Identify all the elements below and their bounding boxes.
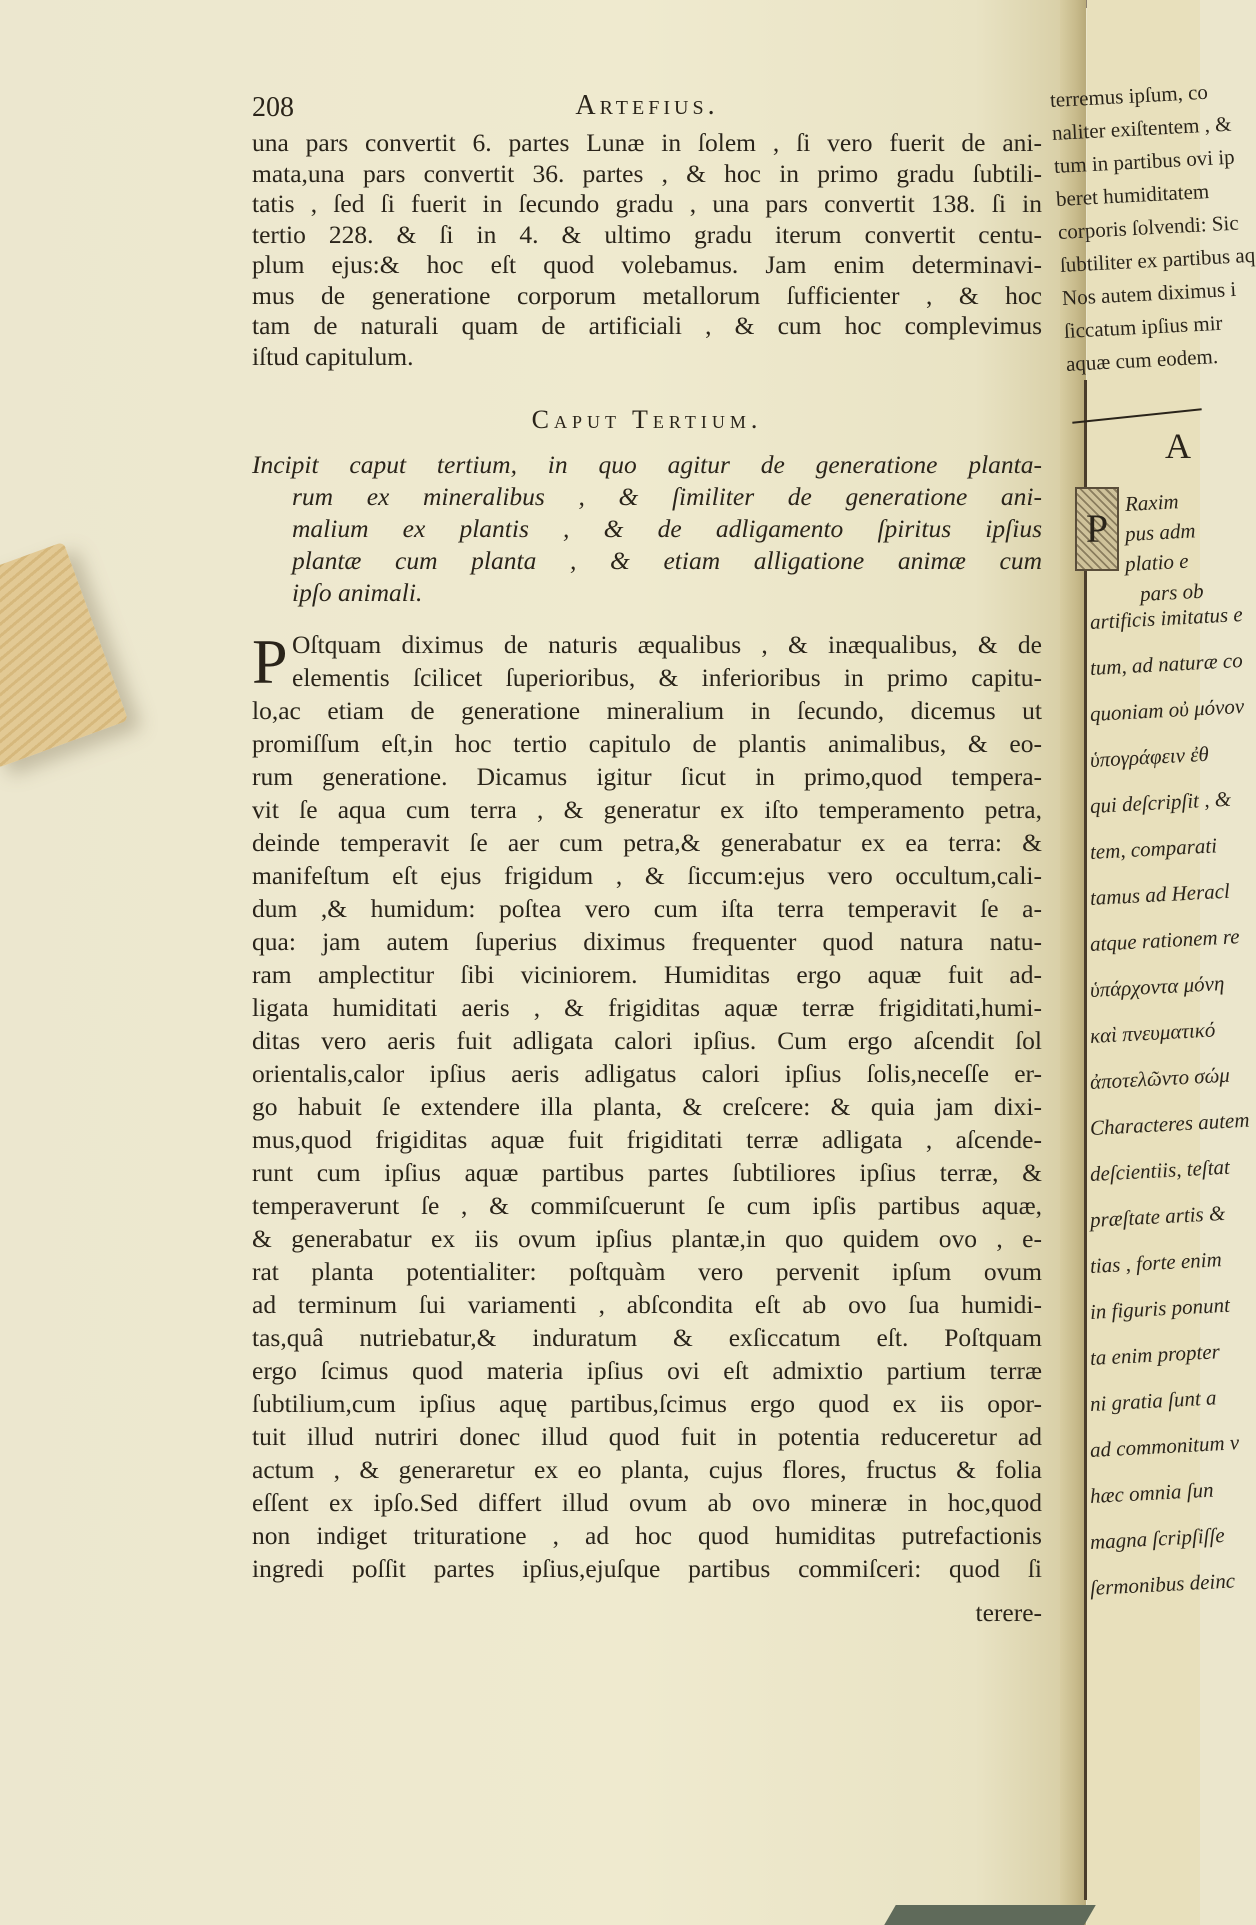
text-line: una pars convertit 6. partes Lunæ in ſolem , ſi vero fuerit de ani-	[252, 128, 1042, 157]
facing-line: tias , forte enim	[1089, 1247, 1223, 1278]
text-line: ſubtilium,cum ipſius aquę partibus,ſcimus ergo quod ex iis opor-	[252, 1389, 1042, 1418]
text-line: deinde temperavit ſe aer cum petra,& generabatur ex ea terra: &	[252, 828, 1042, 857]
facing-line: Raxim	[1124, 489, 1180, 516]
facing-line: qui deſcripſit , &	[1089, 786, 1232, 818]
summary-line: rum ex mineralibus , & ſimiliter de generatione ani-	[292, 482, 1042, 511]
facing-line: tem, comparati	[1089, 833, 1218, 864]
text-line: runt cum ipſius aquæ partibus partes ſubtiliores ipſius terræ, &	[252, 1158, 1042, 1187]
facing-line: ὑπογράφειν ἐθ	[1089, 741, 1210, 772]
text-line: tuit illud nutriri donec illud quod fuit in potentia reduceretur ad	[252, 1422, 1042, 1451]
text-line: manifeſtum eſt ejus frigidum , & ſiccum:ejus vero occultum,cali-	[252, 861, 1042, 890]
facing-line: ὑπάρχοντα μόνη	[1089, 970, 1225, 1002]
text-line: mus de generatione corporum metallorum ſufficienter , & hoc	[252, 280, 1042, 310]
summary-line: ipſo animali.	[292, 578, 423, 607]
text-line: ram amplectitur ſibi viciniorem. Humiditas ergo aquæ fuit ad-	[252, 960, 1042, 989]
text-line: temperaverunt ſe , & commiſcuerunt ſe cum ipſis partibus aquæ,	[252, 1191, 1042, 1220]
facing-line: platio e	[1124, 548, 1190, 576]
facing-line: ſubtiliter ex partibus aq	[1059, 242, 1256, 277]
facing-line: Nos autem diximus i	[1061, 276, 1237, 310]
page-number: 208	[252, 92, 294, 123]
text-line: orientalis,calor ipſius aeris adligatus calori ipſius ſolis,neceſſe er-	[252, 1059, 1042, 1088]
text-line: tas,quâ nutriebatur,& induratum & exſiccatum eſt. Poſtquam	[252, 1323, 1042, 1352]
text-line: mata,una pars convertit 36. partes , & hoc in primo gradu ſubtili-	[252, 158, 1042, 188]
facing-line: beret humiditatem	[1055, 178, 1210, 211]
facing-drop-cap: P	[1075, 487, 1119, 571]
text-line: tatis , ſed ſi fuerit in ſecundo gradu , una pars convertit 138. ſi in	[252, 189, 1042, 218]
text-line: plum ejus:& hoc eſt quod volebamus. Jam enim determinavi-	[252, 250, 1042, 279]
text-line: actum , & generaretur ex eo planta, cujus flores, fructus & folia	[252, 1455, 1042, 1484]
facing-line: pars ob	[1139, 578, 1205, 606]
facing-line: aquæ cum eodem.	[1065, 344, 1219, 376]
text-line: ingredi poſſit partes ipſius,ejuſque partibus commiſceri: quod ſi	[252, 1554, 1042, 1583]
facing-line: καὶ πνευματικό	[1089, 1017, 1216, 1048]
facing-line: ad commonitum v	[1089, 1430, 1240, 1462]
summary-line: malium ex plantis , & de adligamento ſpiritus ipſius	[292, 514, 1042, 543]
facing-line: ἀποτελῶντο σώμ	[1089, 1062, 1231, 1094]
facing-line: deſcientiis, teſtat	[1089, 1154, 1231, 1186]
facing-line: tum in partibus ovi ip	[1053, 144, 1236, 178]
facing-line: ſiccatum ipſius mir	[1063, 310, 1224, 343]
facing-line: corporis ſolvendi: Sic	[1057, 210, 1240, 244]
facing-line: præſtate artis &	[1089, 1200, 1226, 1232]
text-line: vit ſe aqua cum terra , & generatur ex iſto temperamento petra,	[252, 795, 1042, 824]
text-line: tam de naturali quam de artificiali , & cum hoc complevimus	[252, 311, 1042, 340]
text-line: rat planta potentialiter: poſtquàm vero pervenit ipſum ovum	[252, 1257, 1042, 1286]
facing-line: pus adm	[1124, 518, 1197, 546]
text-line: ad terminum ſui variamenti , abſcondita eſt ab ovo ſua humidi-	[252, 1290, 1042, 1319]
facing-line: in figuris ponunt	[1089, 1292, 1231, 1324]
facing-line: tamus ad Heracl	[1089, 878, 1231, 910]
text-line: ditas vero aeris fuit adligata calori ipſius. Cum ergo aſcendit ſol	[252, 1026, 1042, 1055]
facing-line: naliter exiſtentem , &	[1051, 111, 1232, 145]
page-header	[252, 90, 1042, 130]
text-line: qua: jam autem ſuperius diximus frequenter quod natura natu-	[252, 927, 1042, 956]
facing-line: artificis imitatus e	[1089, 602, 1244, 634]
facing-title: A	[1165, 426, 1191, 466]
facing-line: atque rationem re	[1089, 924, 1241, 956]
text-line: go habuit ſe extendere illa planta, & creſcere: & quia jam dixi-	[252, 1092, 1042, 1121]
facing-line: quoniam οὐ μόνον	[1089, 693, 1245, 726]
text-line: iſtud capitulum.	[252, 341, 414, 371]
chapter-heading: Caput Tertium.	[531, 405, 763, 434]
facing-line: hæc omnia ſun	[1089, 1477, 1215, 1508]
text-line: & generabatur ex iis ovum ipſius plantæ,in quo quidem ovo , e-	[252, 1224, 1042, 1253]
text-line: promiſſum eſt,in hoc tertio capitulo de plantis animalibus, & eo-	[252, 729, 1042, 758]
text-line: tertio 228. & ſi in 4. & ultimo gradu iterum convertit centu-	[252, 219, 1042, 249]
text-line: Oſtquam diximus de naturis æqualibus , & inæqualibus, & de	[292, 630, 1042, 659]
summary-line: plantæ cum planta , & etiam alligatione animæ cum	[292, 546, 1042, 575]
running-head: Artefius.	[575, 90, 719, 121]
text-line: eſſent ex ipſo.Sed differt illud ovum ab ovo mineræ in hoc,quod	[252, 1488, 1042, 1517]
text-line: ergo ſcimus quod materia ipſius ovi eſt admixtio partium terræ	[252, 1356, 1042, 1385]
facing-line: ta enim propter	[1089, 1339, 1221, 1370]
text-line: non indiget trituratione , ad hoc quod humiditas putrefactionis	[252, 1521, 1042, 1550]
facing-line: magna ſcripſiſſe	[1089, 1522, 1226, 1554]
text-line: rum generatione. Dicamus igitur ſicut in primo,quod tempera-	[252, 762, 1042, 791]
facing-line: ni gratia ſunt a	[1089, 1385, 1218, 1416]
text-line: dum ,& humidum: poſtea vero cum iſta terra temperavit ſe a-	[252, 894, 1042, 923]
facing-line: ſermonibus deinc	[1089, 1568, 1236, 1600]
catchword: terere-	[975, 1598, 1042, 1627]
facing-line: terremus ipſum, co	[1049, 79, 1209, 112]
text-line: elementis ſcilicet ſuperioribus, & inferioribus in primo capitu-	[292, 663, 1042, 692]
text-line: ligata humiditati aeris , & frigiditas aquæ terræ frigiditati,humi-	[252, 993, 1042, 1022]
text-line: mus,quod frigiditas aquæ fuit frigiditati terræ adligata , aſcende-	[252, 1125, 1042, 1154]
summary-line: Incipit caput tertium, in quo agitur de generatione planta-	[252, 450, 1042, 479]
facing-line: Characteres autem	[1089, 1107, 1251, 1140]
facing-line: tum, ad naturæ co	[1089, 648, 1244, 680]
text-line: lo,ac etiam de generatione mineralium in ſecundo, dicemus ut	[252, 696, 1042, 725]
book-cover-edge	[884, 1905, 1096, 1925]
drop-cap: P	[252, 626, 288, 697]
